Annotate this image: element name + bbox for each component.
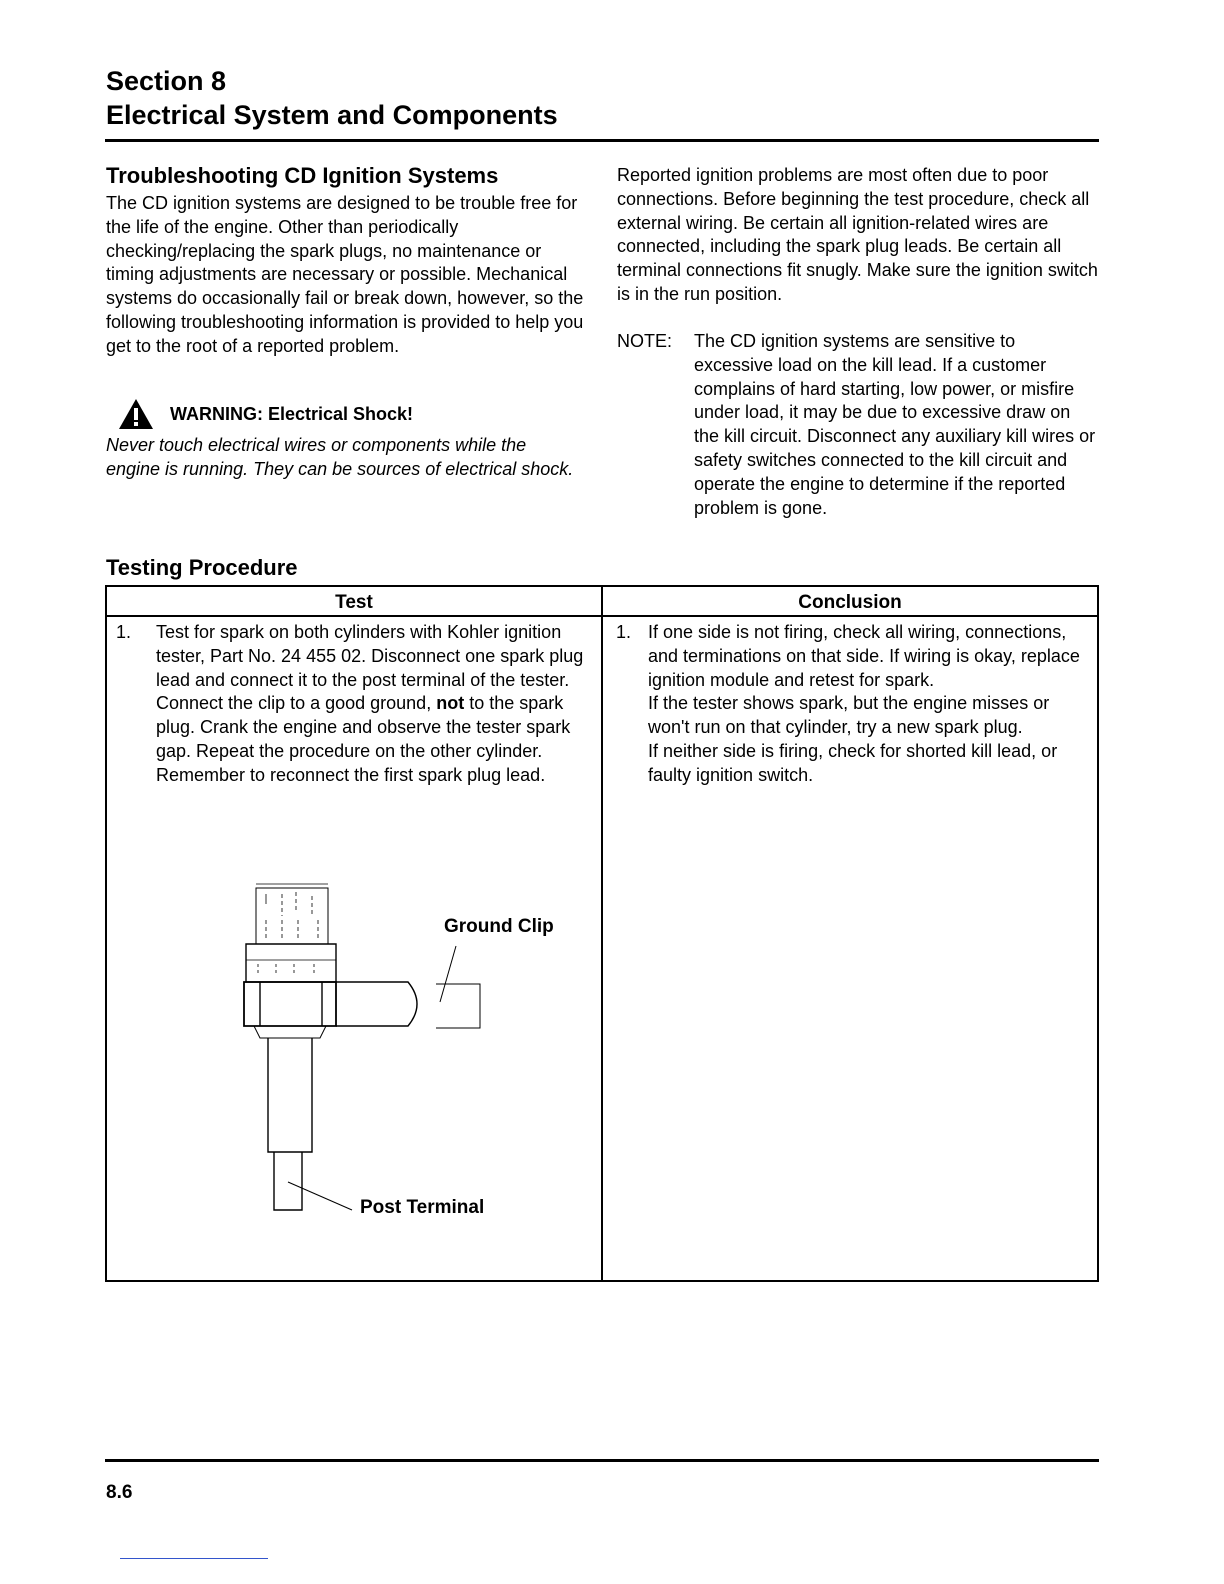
- conclusion-step-number: 1.: [616, 622, 632, 642]
- conclusion-text: [648, 621, 1090, 788]
- warning-body: Never touch electrical wires or components while the engine is running. They can be sources of electrical shock.: [106, 435, 574, 479]
- ground-clip-label: Ground Clip: [444, 916, 554, 937]
- header-rule: [105, 139, 1099, 142]
- conclusion-paragraph: If one side is not firing, check all wiring, connections, and terminations on that side. If wiring is okay, replace ignition module and retest for spark.: [648, 622, 1080, 690]
- testing-heading: Testing Procedure: [106, 555, 298, 580]
- table-column-divider: [601, 585, 603, 1282]
- post-terminal-label: Post Terminal: [360, 1197, 485, 1218]
- test-step: [116, 621, 590, 788]
- page-number: 8.6: [106, 1482, 133, 1503]
- right-column-body: Reported ignition problems are most often due to poor connections. Before beginning the test procedure, check all external wiring. Be certain all ignition-related wires are connected, including the spark plug leads. Be certain all terminal connections fit snugly. Make sure the ignition switch is in the run position.: [617, 165, 1098, 304]
- note-text: The CD ignition systems are sensitive to excessive load on the kill lead. If a customer complains of hard starting, low power, or misfire under load, it may be due to excessive draw on the kill circuit. Disconnect any auxiliary kill wires or safety switches connected to the kill circuit and operate the engine to determine if the reported problem is gone.: [694, 331, 1096, 518]
- warning-title: WARNING: Electrical Shock!: [170, 403, 414, 424]
- table-header-conclusion: Conclusion: [798, 592, 902, 613]
- link-underline: [120, 1558, 268, 1559]
- troubleshooting-heading: Troubleshooting CD Ignition Systems: [106, 163, 499, 188]
- conclusion-paragraph: If neither side is firing, check for shorted kill lead, or faulty ignition switch.: [648, 740, 1058, 785]
- troubleshooting-body: The CD ignition systems are designed to be trouble free for the life of the engine. Other than periodically checking/replacing the spark plugs, no maintenance or timing adjustments are necessary or possible. Mechanical systems do occasionally fail or break down, however, so the following troubleshooting information is provided to help you get to the root of a reported problem.: [106, 193, 584, 356]
- warning-header: [118, 398, 413, 430]
- conclusion-step: [616, 621, 1090, 788]
- note-block: [617, 330, 1099, 520]
- footer-rule: [105, 1459, 1099, 1462]
- conclusion-paragraph: If the tester shows spark, but the engine misses or won't run on that cylinder, try a new spark plug.: [648, 693, 1050, 738]
- section-number: Section 8: [106, 66, 227, 96]
- warning-triangle-icon: [118, 398, 154, 430]
- table-header-test: Test: [335, 592, 373, 613]
- test-step-text: Test for spark on both cylinders with Kohler ignition tester, Part No. 24 455 02. Disconnect one spark plug lead and connect it to the post terminal of the tester. Connect the clip to a good ground, not to the spark plug. Crank the engine and observe the tester spark gap. Repeat the procedure on the other cylinder. Remember to reconnect the first spark plug lead.: [156, 622, 584, 785]
- table-header-divider: [105, 615, 1099, 617]
- test-step-number: 1.: [116, 622, 132, 642]
- section-title: Electrical System and Components: [106, 100, 558, 130]
- note-label: NOTE:: [617, 331, 673, 351]
